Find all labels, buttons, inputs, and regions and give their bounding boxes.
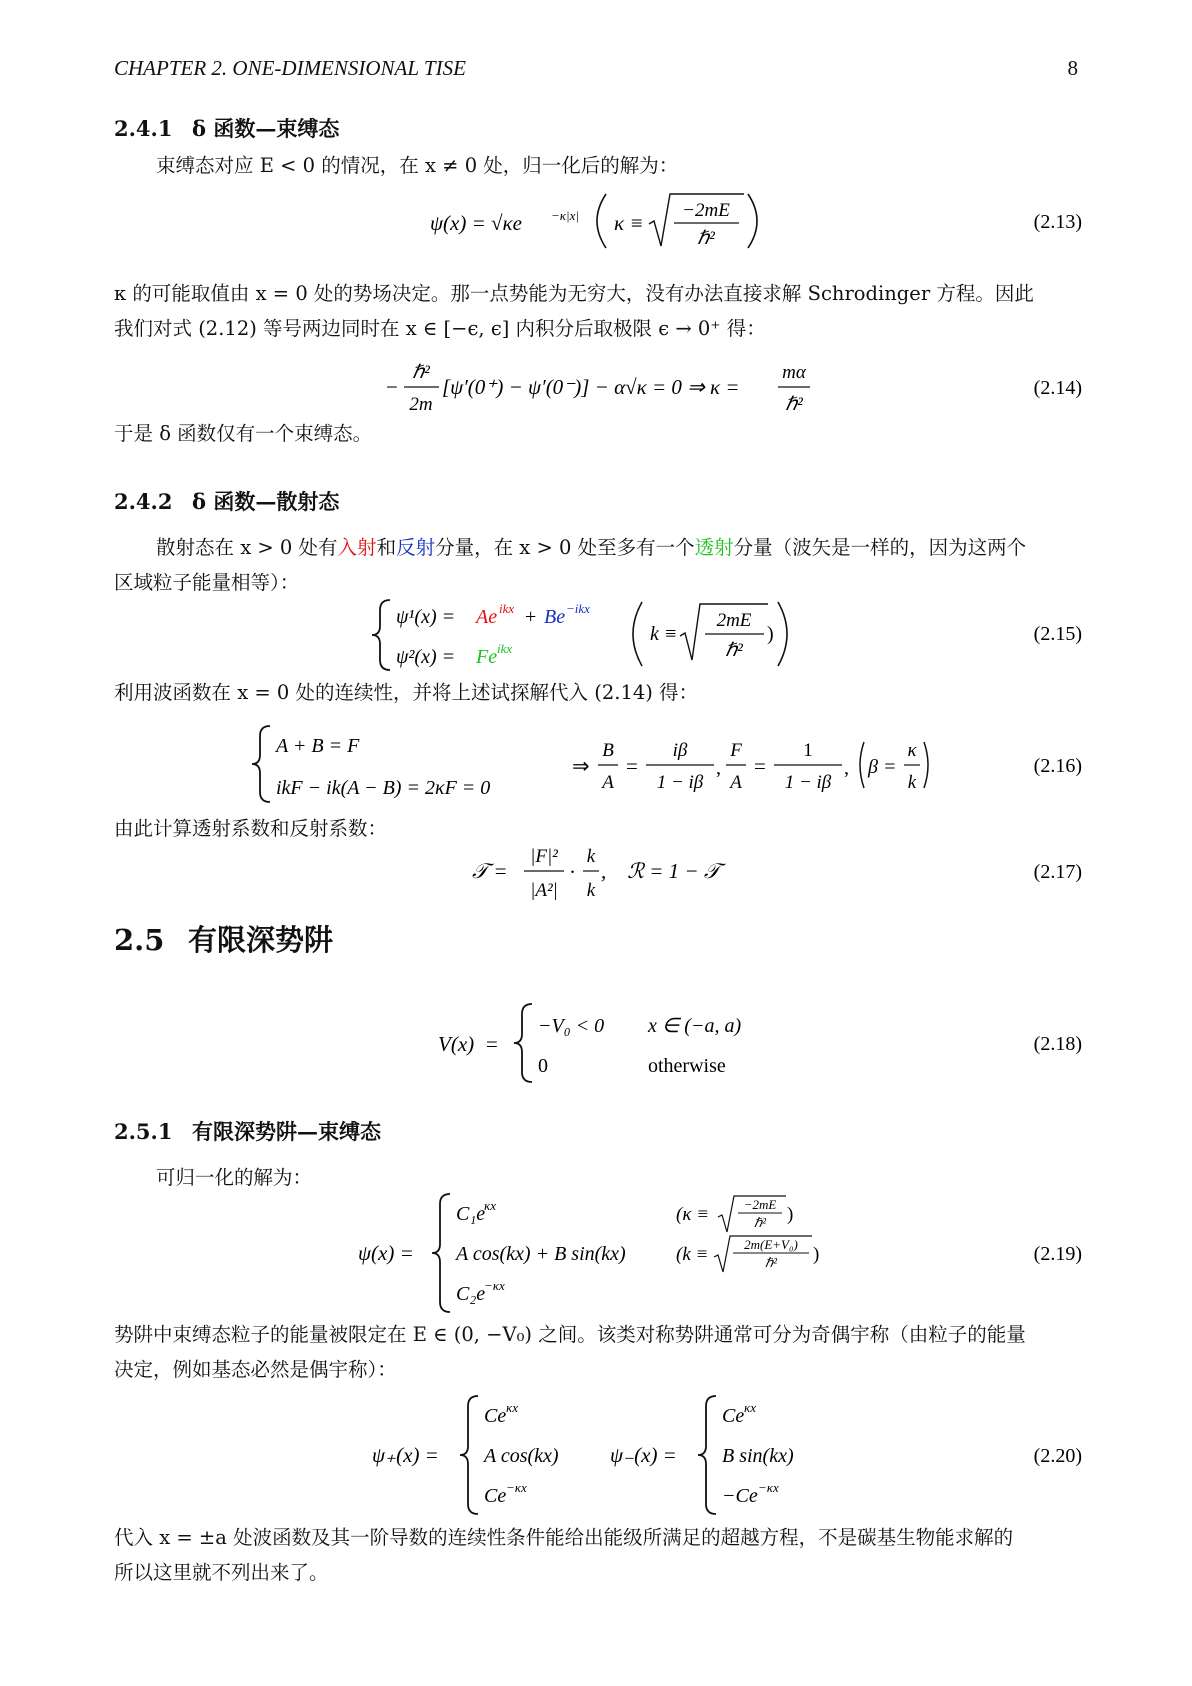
row1-condition: x ∈ (−a, a) <box>648 1015 742 1037</box>
row2-transmitted-term: Fe <box>476 646 498 668</box>
eq-exponent: −κ|x| <box>551 208 579 223</box>
text-span: 和 <box>376 536 397 559</box>
section-title: δ 函数—散射态 <box>192 489 340 514</box>
frac-numerator: B <box>602 740 614 761</box>
frac-denominator: k <box>586 880 596 901</box>
equation-number: (2.19) <box>1033 1243 1082 1265</box>
frac-denominator: 1 − iβ <box>656 772 704 793</box>
row1-reflected-term: Be <box>544 606 566 628</box>
comma: , <box>844 757 849 779</box>
paren-right <box>748 194 757 248</box>
row2-note: (k ≡ <box>676 1244 709 1265</box>
equation-number: (2.14) <box>1033 377 1082 399</box>
paragraph-line: 我们对式 (2.12) 等号两边同时在 x ∈ [−ϵ, ϵ] 内积分后取极限 ϵ → 0⁺ 得： <box>114 317 766 340</box>
eq-lhs: ψ(x) = √κe <box>430 211 522 235</box>
frac-numerator: |F|² <box>530 846 558 867</box>
row3-term: C₂e <box>456 1283 486 1305</box>
equation-2-16-svg <box>114 722 1082 806</box>
running-header <box>114 56 1078 86</box>
left-brace <box>252 726 270 802</box>
eq-paren-text: k ≡ <box>650 623 678 645</box>
left-brace <box>372 600 390 670</box>
row1-value: −V₀ < 0 <box>538 1015 605 1037</box>
psi-minus-row3: −Ce <box>722 1485 758 1507</box>
paragraph: 利用波函数在 x = 0 处的连续性，并将上述试探解代入 (2.14) 得： <box>114 681 699 704</box>
row2-value: 0 <box>538 1055 548 1077</box>
frac-denominator: ℏ² <box>764 1255 778 1270</box>
section-heading-2-4-1 <box>114 113 339 143</box>
equation-number: (2.13) <box>1033 211 1082 233</box>
section-title: 有限深势阱—束缚态 <box>192 1119 381 1144</box>
equals: = <box>754 754 766 778</box>
equation-2-15-svg <box>114 596 1082 674</box>
equation-number: (2.20) <box>1033 1445 1082 1467</box>
frac-numerator: F <box>730 740 742 761</box>
text-transmitted: 透射 <box>694 536 734 559</box>
left-brace <box>514 1004 532 1082</box>
equation-2-13 <box>114 186 1082 256</box>
frac-numerator: −2mE <box>743 1197 777 1212</box>
frac-numerator: 2m(E+V₀) <box>744 1237 798 1252</box>
row1-exp: κx <box>484 1198 497 1213</box>
section-heading-2-4-2 <box>114 486 339 516</box>
row1-incident-exp: ikx <box>499 601 515 616</box>
text-span: 分量，在 x > 0 处至多有一个 <box>435 536 695 559</box>
dot: · <box>569 860 576 884</box>
paragraph: 可归一化的解为： <box>156 1166 313 1189</box>
equation-2-18 <box>114 1000 1082 1086</box>
paragraph-line: κ 的可能取值由 x = 0 处的势场决定。那一点势能为无穷大，没有办法直接求解 Schrodinger 方程。因此 <box>114 282 1034 305</box>
left-brace <box>698 1396 716 1514</box>
frac-numerator: ℏ² <box>412 362 430 383</box>
eq-lhs: V(x) = <box>438 1032 499 1056</box>
paragraph-line: 势阱中束缚态粒子的能量被限定在 E ∈ (0, −V₀) 之间。该类对称势阱通常可分为奇偶宇称（由粒子的能量 <box>114 1323 1026 1346</box>
row1-note: (κ ≡ <box>676 1204 710 1225</box>
left-brace <box>432 1194 450 1312</box>
row2-lhs: ψ²(x) = <box>396 646 456 668</box>
psi-minus-row1-exp: κx <box>744 1400 757 1415</box>
equation-number: (2.16) <box>1033 755 1082 777</box>
equation-2-16 <box>114 722 1082 806</box>
paragraph-line: 代入 x = ±a 处波函数及其一阶导数的连续性条件能给出能级所满足的超越方程，不是碳基生物能求解的 <box>114 1526 1014 1549</box>
frac-denominator: ℏ² <box>697 228 715 249</box>
equation-2-13-svg <box>114 186 1082 256</box>
eq-rest: , ℛ = 1 − 𝒯 <box>601 859 720 883</box>
paragraph-line: 决定，例如基态必然是偶宇称）： <box>114 1358 397 1381</box>
text-span: 散射态在 x > 0 处有 <box>156 536 338 559</box>
equation-2-18-svg <box>114 1000 1082 1086</box>
paren-right <box>924 742 928 788</box>
frac-denominator: ℏ² <box>725 640 743 661</box>
page-number: 8 <box>1067 56 1078 80</box>
row2-note-close: ) <box>813 1244 820 1265</box>
paragraph-line: 所以这里就不列出来了。 <box>114 1561 329 1584</box>
text-span: 分量（波矢是一样的，因为这两个 <box>733 536 1027 559</box>
eq-minus: − <box>386 375 398 399</box>
paragraph: 于是 δ 函数仅有一个束缚态。 <box>114 422 373 445</box>
equation-number: (2.15) <box>1033 623 1082 645</box>
equation-2-15 <box>114 596 1082 674</box>
psi-plus-lhs: ψ₊(x) = <box>372 1443 439 1467</box>
eq-lhs: ψ(x) = <box>358 1241 414 1265</box>
equation-2-19-svg <box>114 1190 1082 1316</box>
section-title: 有限深势阱 <box>188 923 334 957</box>
psi-plus-row3: Ce <box>484 1485 507 1507</box>
row2-transmitted-exp: ikx <box>497 641 513 656</box>
frac-denominator: A <box>602 772 614 793</box>
paren-close: ) <box>767 623 774 645</box>
row2-condition: otherwise <box>648 1055 726 1077</box>
equation-number: (2.18) <box>1033 1033 1082 1055</box>
running-title: CHAPTER 2. ONE-DIMENSIONAL TISE <box>114 56 466 80</box>
section-heading-2-5 <box>114 918 333 959</box>
equation-2-14 <box>114 352 1082 422</box>
paren-left <box>860 742 864 788</box>
paren-right <box>778 602 787 666</box>
frac-denominator: ℏ² <box>753 1215 767 1230</box>
psi-plus-row1: Ce <box>484 1405 507 1427</box>
equation-2-17-svg <box>114 834 1082 908</box>
paragraph-line <box>114 530 1082 565</box>
row1-term: C₁e <box>456 1203 486 1225</box>
row1: A + B = F <box>276 735 360 757</box>
row1-incident-term: Ae <box>476 606 498 628</box>
row1-lhs: ψ¹(x) = <box>396 606 456 628</box>
frac-denominator: 2m <box>409 394 433 415</box>
frac-numerator: mα <box>782 362 806 383</box>
frac-denominator: k <box>907 772 917 793</box>
equation-2-17 <box>114 834 1082 908</box>
psi-plus-row1-exp: κx <box>506 1400 519 1415</box>
paragraph: 由此计算透射系数和反射系数： <box>114 817 388 840</box>
frac-denominator: ℏ² <box>785 394 803 415</box>
section-title: δ 函数—束缚态 <box>192 116 340 141</box>
psi-plus-row2: A cos(kx) <box>484 1445 559 1467</box>
equation-2-20 <box>114 1392 1082 1518</box>
frac-denominator: |A²| <box>530 880 558 901</box>
text-reflected: 反射 <box>396 536 436 559</box>
beta-eq: β = <box>868 756 897 778</box>
left-brace <box>460 1396 478 1514</box>
frac-denominator: A <box>730 772 742 793</box>
equation-2-19 <box>114 1190 1082 1316</box>
eq-paren-text: κ ≡ <box>614 211 644 235</box>
equation-number: (2.17) <box>1033 861 1082 883</box>
psi-minus-row3-exp: −κx <box>758 1480 779 1495</box>
psi-minus-lhs: ψ₋(x) = <box>610 1443 677 1467</box>
frac-numerator: k <box>586 846 596 867</box>
psi-minus-row2: B sin(kx) <box>722 1445 794 1467</box>
frac-numerator: iβ <box>672 740 688 761</box>
frac-numerator: 2mE <box>716 610 752 631</box>
psi-minus-row1: Ce <box>722 1405 745 1427</box>
paren-left <box>633 602 642 666</box>
row1-plus: + <box>525 606 537 628</box>
row1-reflected-exp: −ikx <box>566 601 590 616</box>
paragraph-line: 区域粒子能量相等）： <box>114 571 300 594</box>
eq-middle: [ψ′(0⁺) − ψ′(0⁻)] − α√κ = 0 ⇒ κ = <box>442 375 740 399</box>
section-number: 2.4.1 <box>114 116 173 141</box>
text-incident: 入射 <box>337 536 377 559</box>
section-number: 2.4.2 <box>114 489 173 514</box>
frac-numerator: κ <box>907 740 917 761</box>
psi-plus-row3-exp: −κx <box>506 1480 527 1495</box>
frac-denominator: 1 − iβ <box>784 772 832 793</box>
frac-numerator: 1 <box>803 740 813 761</box>
equals: = <box>626 754 638 778</box>
frac-numerator: −2mE <box>682 200 730 221</box>
row1-note-close: ) <box>787 1204 794 1225</box>
section-number: 2.5.1 <box>114 1119 173 1144</box>
equation-2-20-svg <box>114 1392 1082 1518</box>
paragraph: 束缚态对应 E < 0 的情况，在 x ≠ 0 处，归一化后的解为： <box>156 154 679 177</box>
row3-exp: −κx <box>484 1278 505 1293</box>
implies: ⇒ <box>572 754 590 778</box>
row2: ikF − ik(A − B) = 2κF = 0 <box>276 777 491 799</box>
equation-2-14-svg <box>114 352 1082 422</box>
row2-term: A cos(kx) + B sin(kx) <box>456 1243 626 1265</box>
eq-lhs: 𝒯 = <box>472 859 508 883</box>
section-heading-2-5-1 <box>114 1116 381 1146</box>
comma: , <box>716 757 721 779</box>
paren-left <box>597 194 606 248</box>
section-number: 2.5 <box>114 923 165 957</box>
